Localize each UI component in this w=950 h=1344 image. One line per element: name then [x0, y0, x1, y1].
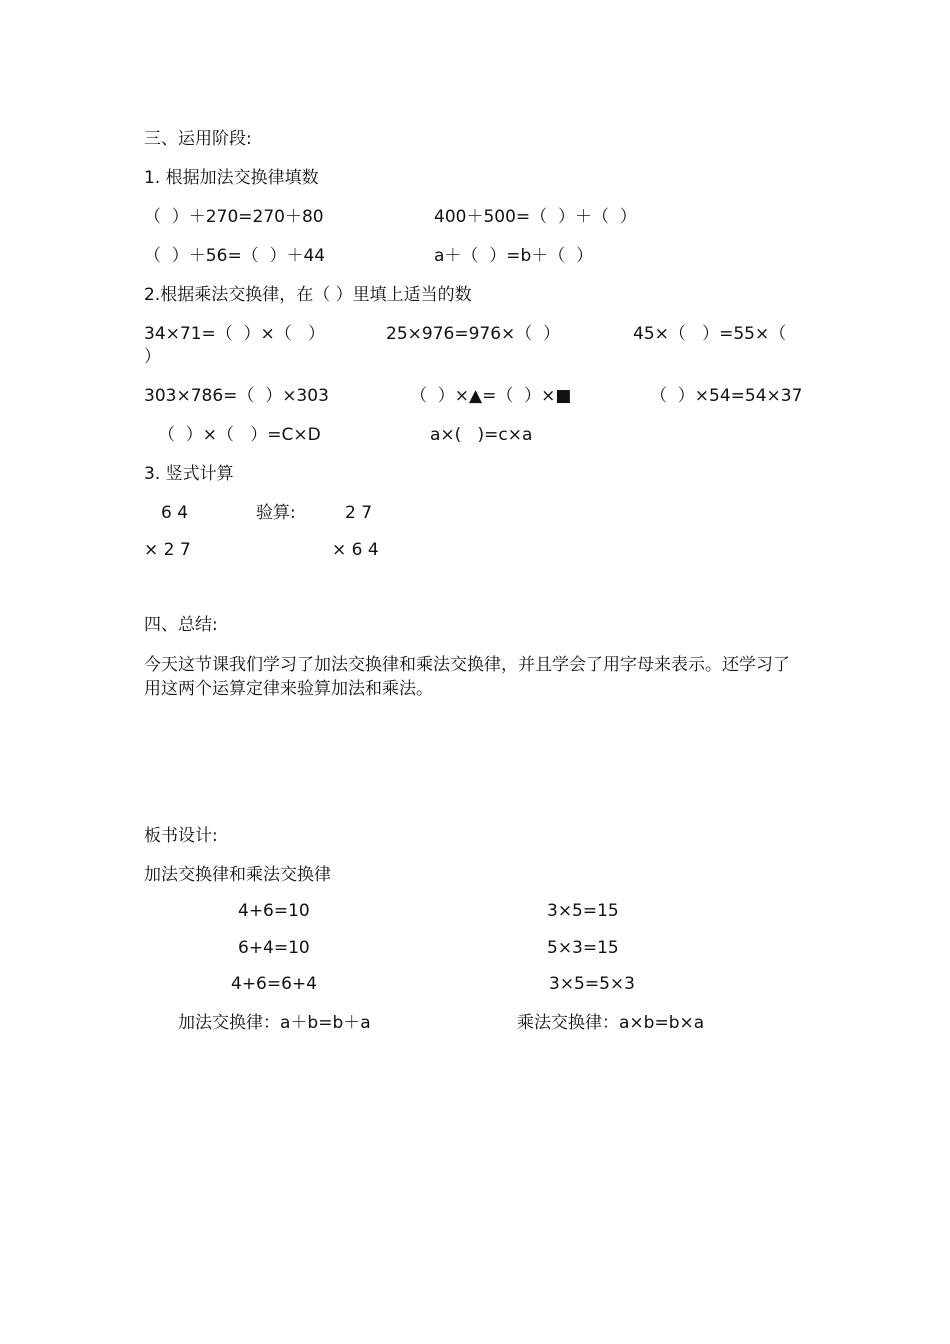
- q2-row1-c: 45×（ ）=55×（: [633, 324, 787, 344]
- board-add-line-1: 4+6=10: [238, 901, 310, 921]
- q3-bottom-right: × 6 4: [332, 540, 379, 560]
- q1-row2-right: a＋（ ）=b＋（ ）: [434, 246, 594, 266]
- section4-heading: 四、总结:: [144, 615, 218, 635]
- q2-row1-wrap: ）: [144, 347, 161, 367]
- q2-title: 2.根据乘法交换律，在（ ）里填上适当的数: [144, 285, 472, 305]
- q2-row2-c: （ ）×54=54×37: [650, 386, 803, 406]
- q3-title: 3. 竖式计算: [144, 464, 234, 484]
- q2-row1-b: 25×976=976×（ ）: [386, 324, 561, 344]
- q2-row2-b: （ ）×▲=（ ）×■: [410, 386, 572, 406]
- board-mul-line-3: 3×5=5×3: [549, 974, 635, 994]
- q1-row2-left: （ ）＋56=（ ）＋44: [144, 246, 326, 266]
- board-mul-line-1: 3×5=15: [547, 901, 619, 921]
- q3-top-left: 6 4: [161, 503, 189, 523]
- board-subtitle: 加法交换律和乘法交换律: [144, 865, 331, 885]
- board-mul-rule: 乘法交换律：a×b=b×a: [517, 1013, 705, 1033]
- q1-title: 1. 根据加法交换律填数: [144, 168, 319, 188]
- q2-row1-a: 34×71=（ ）×（ ）: [144, 324, 326, 344]
- board-add-rule: 加法交换律：a＋b=b＋a: [178, 1013, 371, 1033]
- q1-row1-right: 400＋500=（ ）＋（ ）: [434, 207, 637, 227]
- board-add-line-2: 6+4=10: [238, 938, 310, 958]
- section3-heading: 三、运用阶段:: [144, 129, 252, 149]
- summary-paragraph: 今天这节课我们学习了加法交换律和乘法交换律，并且学会了用字母来表示。还学习了用这两个运算定律来验算加法和乘法。: [144, 655, 790, 699]
- q2-row3-a: （ ）×（ ）=C×D: [158, 425, 321, 445]
- board-add-line-3: 4+6=6+4: [231, 974, 317, 994]
- board-heading: 板书设计:: [144, 826, 218, 846]
- q3-check-label: 验算:: [256, 503, 296, 523]
- board-mul-line-2: 5×3=15: [547, 938, 619, 958]
- q3-top-right: 2 7: [345, 503, 373, 523]
- q2-row3-b: a×( )=c×a: [430, 425, 533, 445]
- q2-row2-a: 303×786=（ ）×303: [144, 386, 329, 406]
- q3-bottom-left: × 2 7: [144, 540, 191, 560]
- q1-row1-left: （ ）＋270=270＋80: [144, 207, 324, 227]
